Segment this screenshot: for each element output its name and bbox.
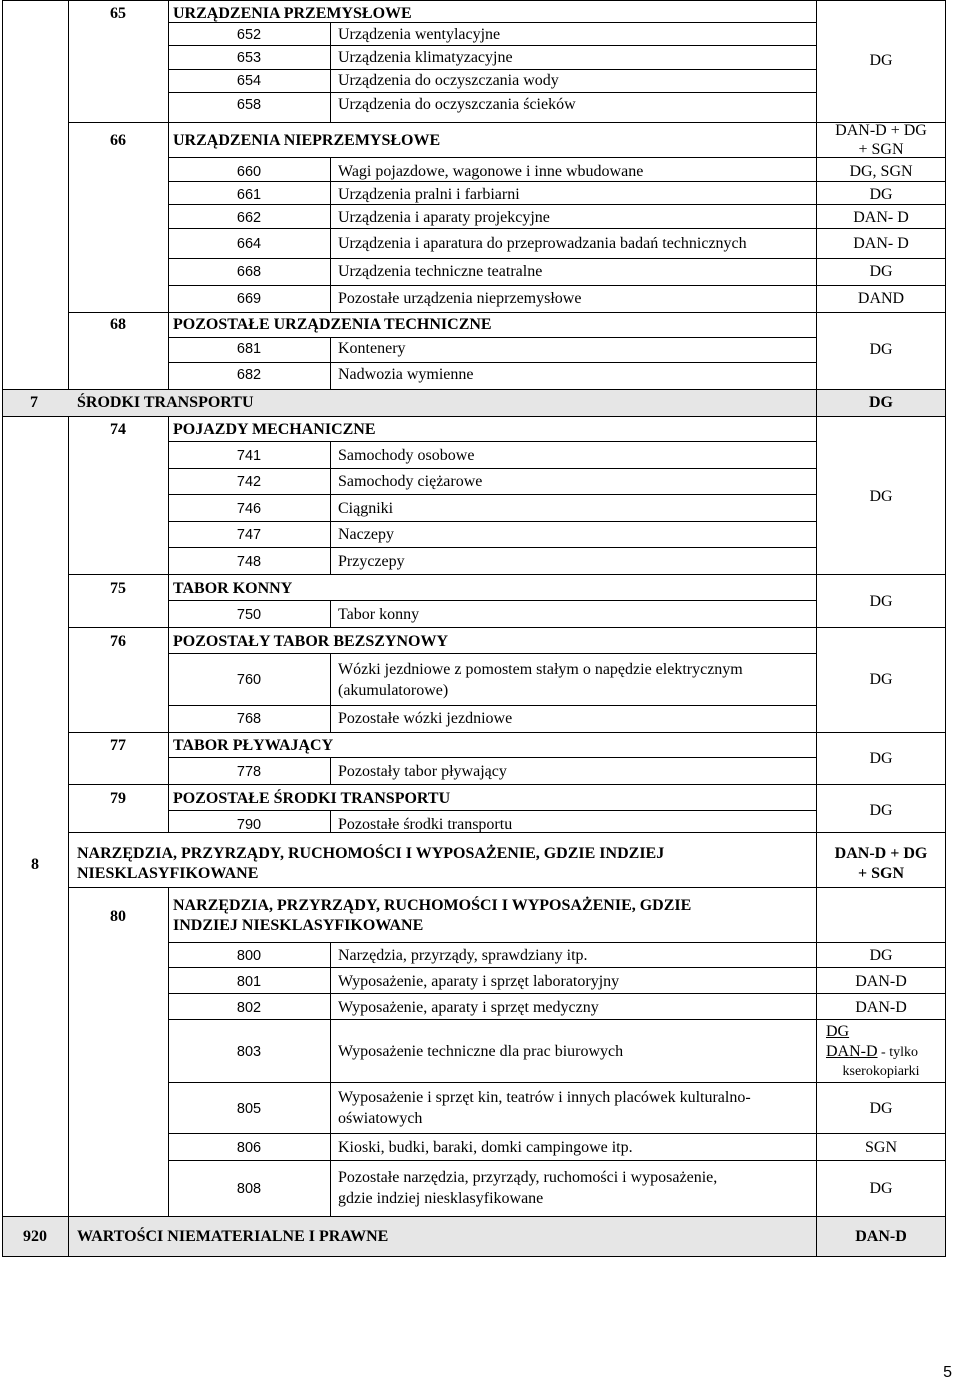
group-code: 79 [110,790,126,807]
row-divider [68,784,946,785]
item-code: 654 [236,73,262,89]
item-name: Urządzenia i aparatura do przeprowadzania badań technicznych [338,235,747,252]
tax-value: DG [869,671,893,688]
tax-value: DG [826,1023,850,1040]
column-divider [330,810,331,832]
tax-value: DAN-D [855,1228,907,1245]
item-name: Tabor konny [338,606,420,623]
column-divider [330,757,331,784]
row-divider [168,228,946,229]
tax-value: DAND [857,290,905,307]
item-code: 805 [236,1101,262,1117]
item-code: 808 [236,1181,262,1197]
item-name: Urządzenia pralni i farbiarni [338,186,520,203]
tax-value: DG [869,341,893,358]
page-number: 5 [943,1364,952,1381]
group-title: INDZIEJ NIESKLASYFIKOWANE [173,917,424,934]
column-divider [330,441,331,574]
item-code: 803 [236,1044,262,1060]
row-divider [168,942,946,943]
section-code: 920 [23,1228,47,1245]
item-name: Pozostałe urządzenia nieprzemysłowe [338,290,582,307]
tax-value: SGN [864,1139,897,1156]
item-code: 790 [236,817,262,833]
row-divider [168,705,816,706]
row-divider [168,993,946,994]
row-divider [168,810,816,811]
item-code: 750 [236,607,262,623]
row-divider [168,362,816,363]
item-code: 669 [236,291,262,307]
row-divider [168,441,816,442]
row-divider [168,92,816,93]
row-divider [168,468,816,469]
group-code: 76 [110,633,126,650]
table-border-top [2,0,946,1]
row-divider [2,416,946,417]
tax-value: DAN-D + DG [834,845,928,862]
item-code: 768 [236,711,262,727]
item-name: Wyposażenie techniczne dla prac biurowych [338,1043,624,1060]
row-divider [68,732,946,733]
column-divider [330,942,331,1216]
item-code: 741 [236,448,262,464]
group-title: TABOR KONNY [173,580,293,597]
row-divider [168,653,816,654]
tax-value: + SGN [857,865,904,882]
row-divider [168,1082,946,1083]
row-divider [2,1216,946,1217]
column-divider [330,600,331,627]
item-name: Wagi pojazdowe, wagonowe i inne wbudowane [338,163,644,180]
section-title: ŚRODKI TRANSPORTU [77,394,254,411]
column-divider [68,416,69,832]
tax-value: DAN-D [855,999,907,1016]
row-divider [168,337,816,338]
item-name: Pozostały tabor pływający [338,763,507,780]
item-code: 652 [236,27,262,43]
tax-value: DG [869,186,893,203]
item-name: Pozostałe narzędzia, przyrządy, ruchomości i wyposażenie, [338,1169,718,1186]
tax-value: DAN-D + DG [835,122,927,139]
group-title: NARZĘDZIA, PRZYRZĄDY, RUCHOMOŚCI I WYPOSAŻENIE, GDZIE [173,897,692,914]
item-name: Pozostałe środki transportu [338,816,513,833]
row-divider [168,1019,946,1020]
tax-value: DG [869,263,893,280]
row-divider [168,1133,946,1134]
item-name: Wyposażenie i sprzęt kin, teatrów i innych placówek kulturalno- [338,1089,751,1106]
item-code: 668 [236,264,262,280]
item-name: Urządzenia do oczyszczania wody [338,72,559,89]
group-code: 65 [110,5,126,22]
column-divider [330,22,331,122]
group-title: URZĄDZENIA PRZEMYSŁOWE [173,5,412,22]
item-name: Pozostałe wózki jezdniowe [338,710,513,727]
section-code: 8 [31,856,39,873]
tax-value: DG [869,488,893,505]
item-name: Urządzenia wentylacyjne [338,26,501,43]
row-divider [2,389,946,390]
item-code: 664 [236,236,262,252]
item-code: 660 [236,164,262,180]
tax-value: DAN- D [853,209,909,226]
item-code: 748 [236,554,262,570]
item-name: Wózki jezdniowe z pomostem stałym o napędzie elektrycznym [338,661,743,678]
row-divider [68,122,946,123]
tax-note: kserokopiarki [842,1064,920,1079]
row-divider [168,600,816,601]
item-code: 658 [236,97,262,113]
item-name: Samochody osobowe [338,447,475,464]
item-code: 800 [236,948,262,964]
row-divider [168,547,816,548]
item-name: Wyposażenie, aparaty i sprzęt medyczny [338,999,599,1016]
item-name: Samochody ciężarowe [338,473,483,490]
row-divider [168,757,816,758]
item-code: 746 [236,501,262,517]
tax-value: DG [869,52,893,69]
row-divider [68,887,946,888]
item-code: 653 [236,50,262,66]
item-name: Naczepy [338,526,394,543]
tax-value: DAN-D [826,1043,878,1060]
item-code: 662 [236,210,262,226]
item-code: 778 [236,764,262,780]
item-name: Kioski, budki, baraki, domki campingowe itp. [338,1139,633,1156]
item-name: Urządzenia do oczyszczania ścieków [338,96,576,113]
column-divider [330,653,331,732]
group-title: POJAZDY MECHANICZNE [173,421,376,438]
group-code: 80 [110,908,126,925]
row-divider [168,494,816,495]
group-title: POZOSTAŁE URZĄDZENIA TECHNICZNE [173,316,492,333]
item-code: 747 [236,527,262,543]
item-name: Nadwozia wymienne [338,366,474,383]
row-divider [168,967,946,968]
tax-value: DG [869,947,893,964]
item-code: 760 [236,672,262,688]
group-title: POZOSTAŁE ŚRODKI TRANSPORTU [173,790,451,807]
table-border-left [2,0,3,1257]
item-name: Urządzenia i aparaty projekcyjne [338,209,550,226]
row-divider [168,521,816,522]
item-name: Urządzenia techniczne teatralne [338,263,543,280]
row-divider [168,69,816,70]
group-code: 75 [110,580,126,597]
row-divider [168,258,946,259]
item-code: 742 [236,474,262,490]
group-code: 77 [110,737,126,754]
tax-value: DG [869,394,893,411]
group-title: URZĄDZENIA NIEPRZEMYSŁOWE [173,132,441,149]
row-divider [168,1160,946,1161]
item-name: Wyposażenie, aparaty i sprzęt laboratoryjny [338,973,620,990]
item-code: 801 [236,974,262,990]
column-divider [68,1216,69,1257]
tax-value: DAN- D [853,235,909,252]
item-code: 682 [236,367,262,383]
tax-value: DG [869,802,893,819]
tax-value: + SGN [858,141,904,158]
tax-value: DG [869,593,893,610]
item-name: Kontenery [338,340,406,357]
item-name: Urządzenia klimatyzacyjne [338,49,513,66]
item-name: (akumulatorowe) [338,682,449,699]
item-name: Narzędzia, przyrządy, sprawdziany itp. [338,947,588,964]
row-divider [68,574,946,575]
section-title: NIESKLASYFIKOWANE [77,865,259,882]
tax-value: DAN-D [855,973,907,990]
item-code: 661 [236,187,262,203]
item-name: oświatowych [338,1110,423,1127]
section-title: NARZĘDZIA, PRZYRZĄDY, RUCHOMOŚCI I WYPOSAŻENIE, GDZIE INDZIEJ [77,845,665,862]
tax-value: DG [869,1180,893,1197]
item-name: Przyczepy [338,553,405,570]
row-divider [168,45,816,46]
group-code: 68 [110,316,126,333]
column-divider [68,832,69,1216]
tax-note: - tylko [877,1045,918,1060]
item-code: 681 [236,341,262,357]
table-border-bottom [2,1256,946,1257]
group-code: 66 [110,132,126,149]
item-code: 802 [236,1000,262,1016]
item-code: 806 [236,1140,262,1156]
column-divider [330,337,331,389]
row-divider [68,627,946,628]
row-divider [168,285,946,286]
group-code: 74 [110,421,126,438]
section-title: WARTOŚCI NIEMATERIALNE I PRAWNE [77,1228,389,1245]
tax-value-note [826,1042,918,1062]
tax-value: DG [869,1100,893,1117]
tax-value: DG, SGN [849,163,913,180]
item-name: gdzie indziej niesklasyfikowane [338,1190,544,1207]
row-divider [68,312,946,313]
section-code: 7 [30,394,38,411]
group-title: TABOR PŁYWAJĄCY [173,737,334,754]
tax-value: DG [869,750,893,767]
group-title: POZOSTAŁY TABOR BEZSZYNOWY [173,633,449,650]
item-name: Ciągniki [338,500,394,517]
